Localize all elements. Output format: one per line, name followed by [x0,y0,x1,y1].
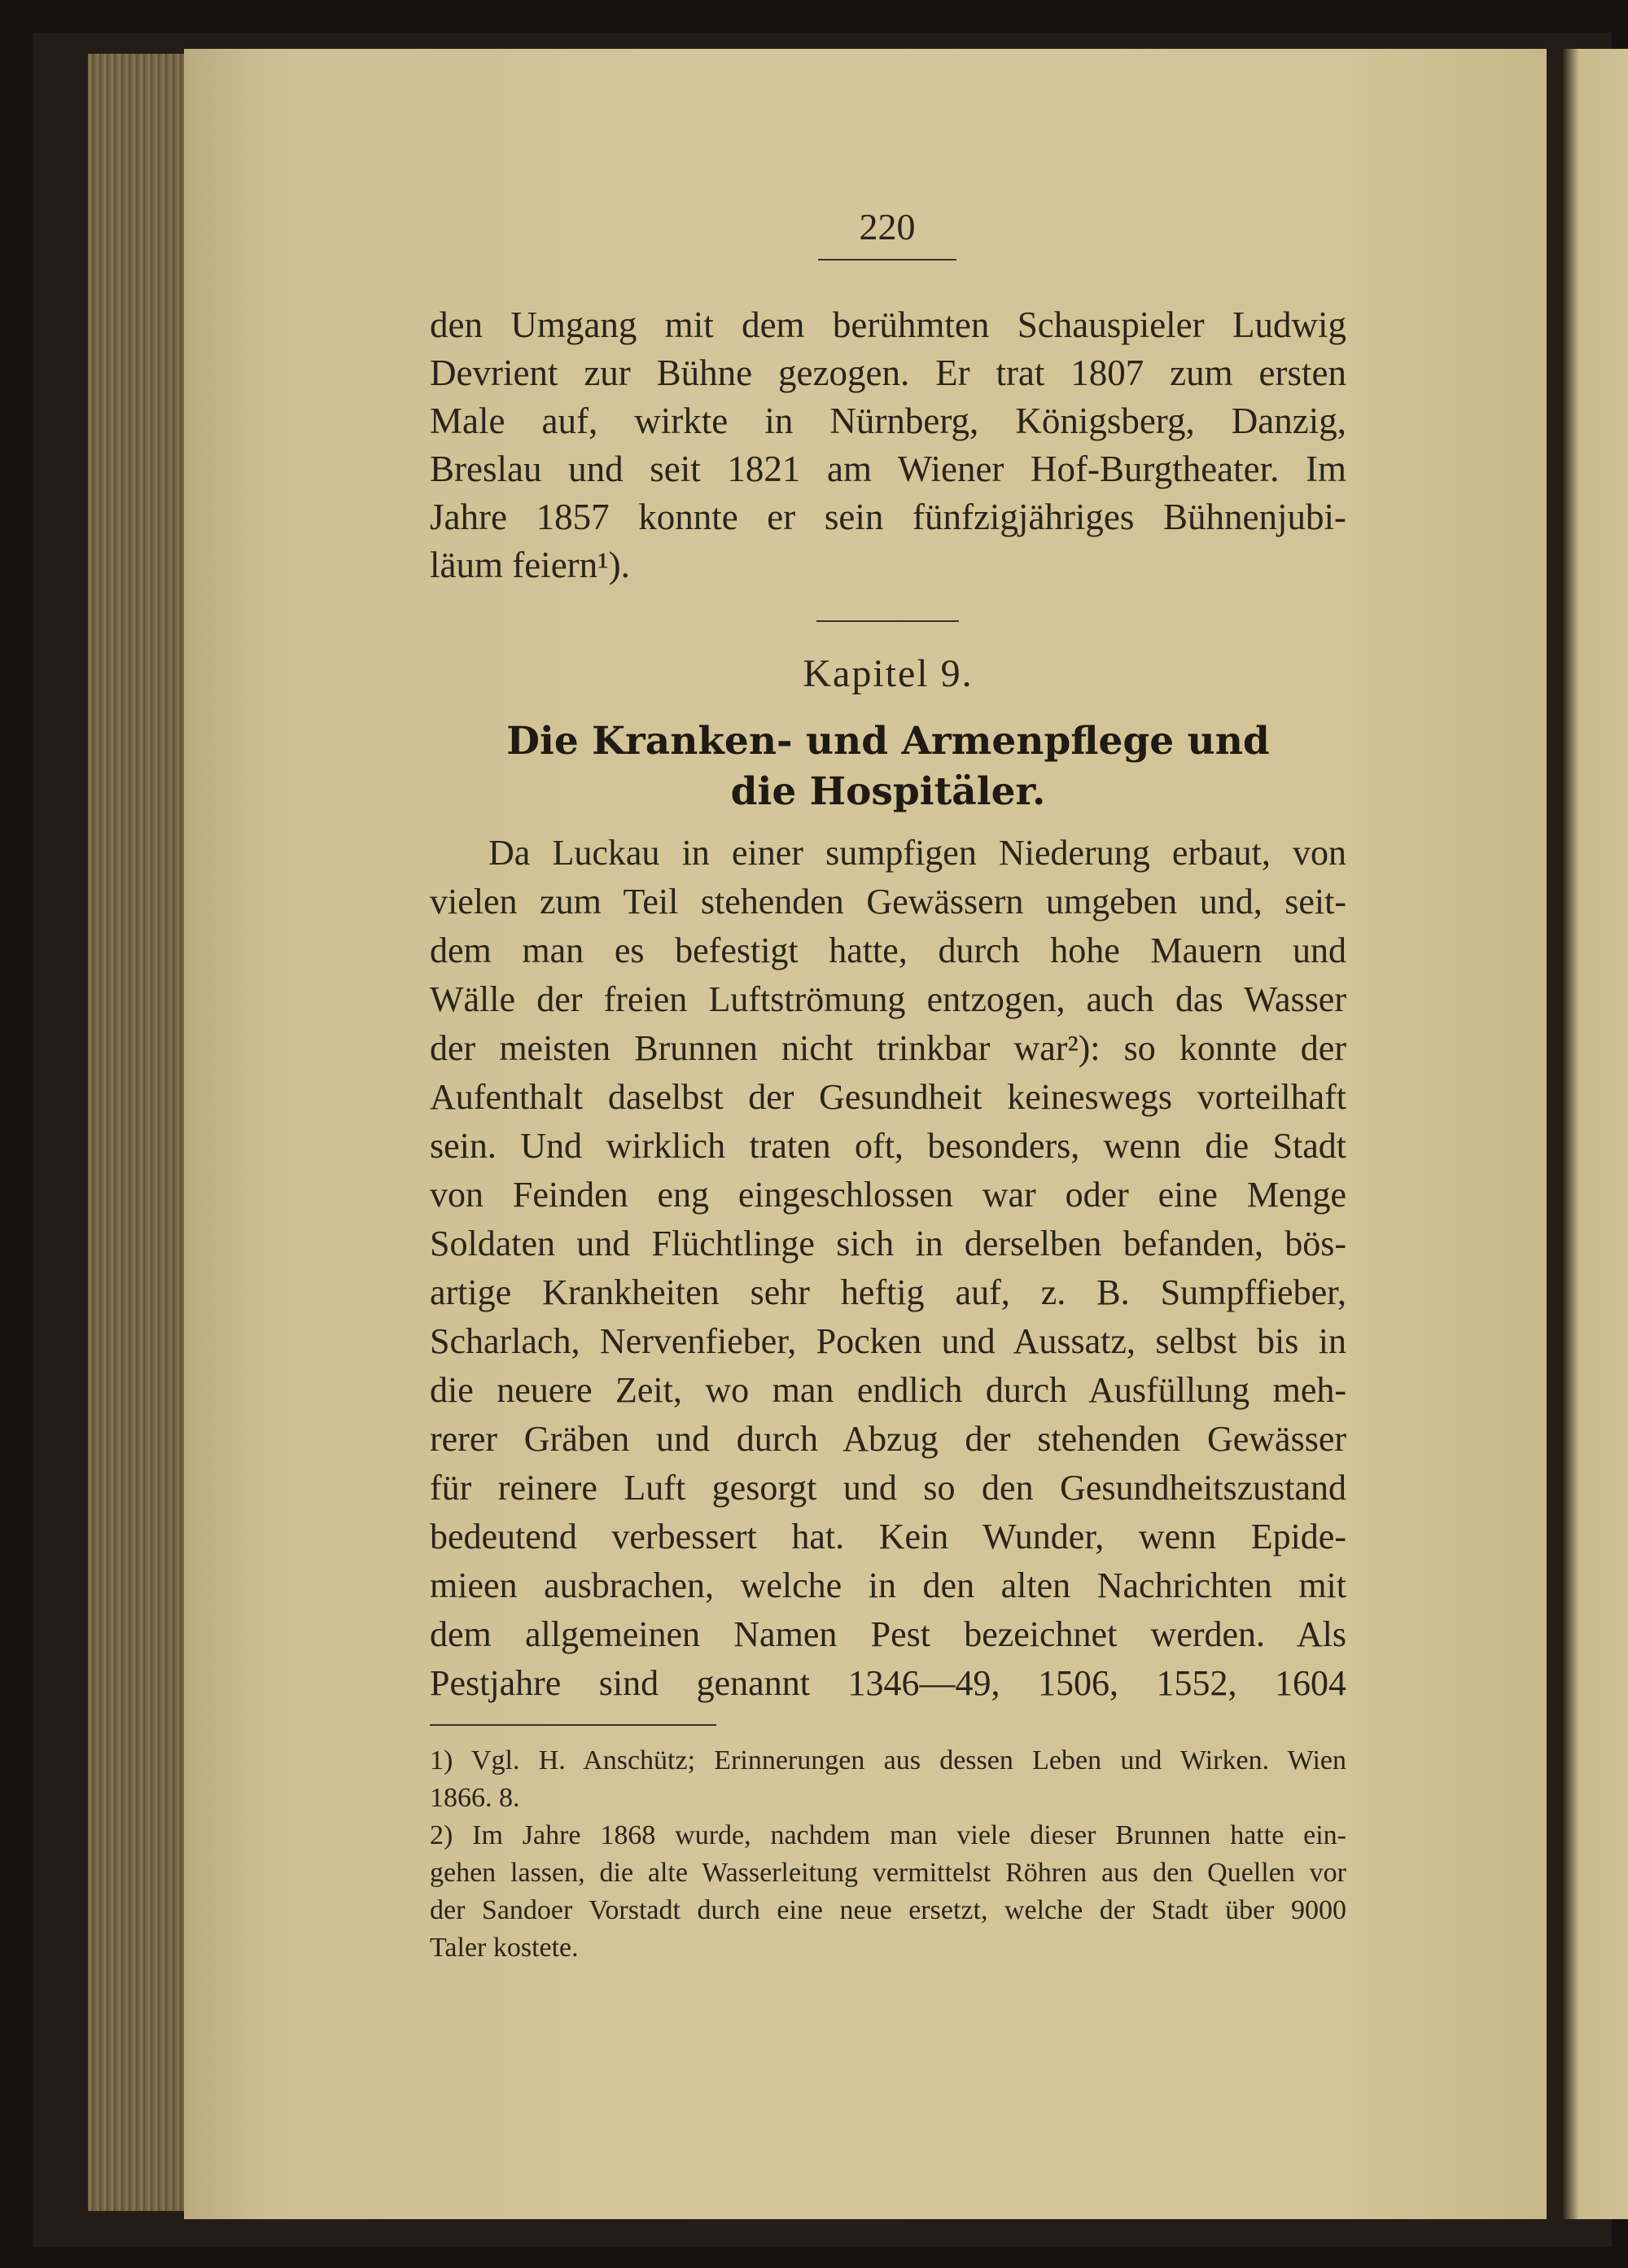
text-line: dem allgemeinen Namen Pest bezeichnet werden. Als [430,1614,1346,1654]
chapter-label: Kapitel 9. [803,652,974,695]
footnotes [430,1742,1346,1967]
text-line: Pestjahre sind genannt 1346—49, 1506, 1552, 1604 [430,1663,1346,1703]
opening-paragraph [430,301,1346,589]
footnote-line: 1866. 8. [430,1783,520,1813]
text-line: der meisten Brunnen nicht trinkbar war²): so konnte der [430,1028,1346,1068]
page-edges [88,54,187,2211]
text-line: Male auf, wirkte in Nürnberg, Königsberg, Danzig, [430,401,1346,441]
text-line: artige Krankheiten sehr heftig auf, z. B. Sumpffieber, [430,1272,1346,1312]
facing-page [1563,49,1628,2219]
text-line: Soldaten und Flüchtlinge sich in derselben befanden, bös- [430,1224,1346,1263]
text-line: vielen zum Teil stehenden Gewässern umgeben und, seit- [430,882,1346,922]
text-line: mieen ausbrachen, welche in den alten Nachrichten mit [430,1565,1346,1605]
section-rule [816,620,959,622]
chapter-title-line: die Hospitäler. [730,769,1046,814]
header-rule [818,259,956,261]
footnote-line: 1) Vgl. H. Anschütz; Erinnerungen aus dessen Leben und Wirken. Wien [430,1745,1346,1775]
text-line: den Umgang mit dem berühmten Schauspieler Ludwig [430,304,1346,345]
text-line: Breslau und seit 1821 am Wiener Hof-Burgtheater. Im [430,449,1346,489]
chapter-title [430,716,1346,817]
text-line: für reinere Luft gesorgt und so den Gesundheitszustand [430,1468,1346,1508]
footnote-line: Taler kostete. [430,1933,579,1963]
footnote-rule [430,1724,716,1726]
text-line: Wälle der freien Luftströmung entzogen, auch das Wasser [430,979,1346,1019]
text-line: läum feiern¹). [430,545,630,585]
chapter-title-line: Die Kranken- und Armenpflege und [506,719,1270,764]
footnote-line: gehen lassen, die alte Wasserleitung vermittelst Röhren aus den Quellen vor [430,1858,1346,1888]
text-line: Scharlach, Nervenfieber, Pocken und Aussatz, selbst bis in [430,1321,1346,1361]
text-line: Aufenthalt daselbst der Gesundheit keineswegs vorteilhaft [430,1077,1346,1117]
text-line: bedeutend verbessert hat. Kein Wunder, wenn Epide- [430,1517,1346,1557]
footnote-line: 2) Im Jahre 1868 wurde, nachdem man viele dieser Brunnen hatte ein- [430,1820,1346,1850]
text-line: Devrient zur Bühne gezogen. Er trat 1807 zum ersten [430,352,1346,393]
text-line: Jahre 1857 konnte er sein fünfzigjähriges Bühnenjubi- [430,497,1346,537]
footnote-line: der Sandoer Vorstadt durch eine neue ersetzt, welche der Stadt über 9000 [430,1895,1346,1925]
body-paragraph [430,829,1346,1708]
book-gutter [1547,49,1565,2219]
text-line: sein. Und wirklich traten oft, besonders, wenn die Stadt [430,1126,1346,1166]
page-number: 220 [859,206,916,247]
text-line: von Feinden eng eingeschlossen war oder eine Menge [430,1175,1346,1215]
text-line: rerer Gräben und durch Abzug der stehenden Gewässer [430,1419,1346,1459]
text-line: die neuere Zeit, wo man endlich durch Ausfüllung meh- [430,1370,1346,1410]
text-line: Da Luckau in einer sumpfigen Niederung erbaut, von [488,833,1346,873]
text-line: dem man es befestigt hatte, durch hohe Mauern und [430,930,1346,970]
